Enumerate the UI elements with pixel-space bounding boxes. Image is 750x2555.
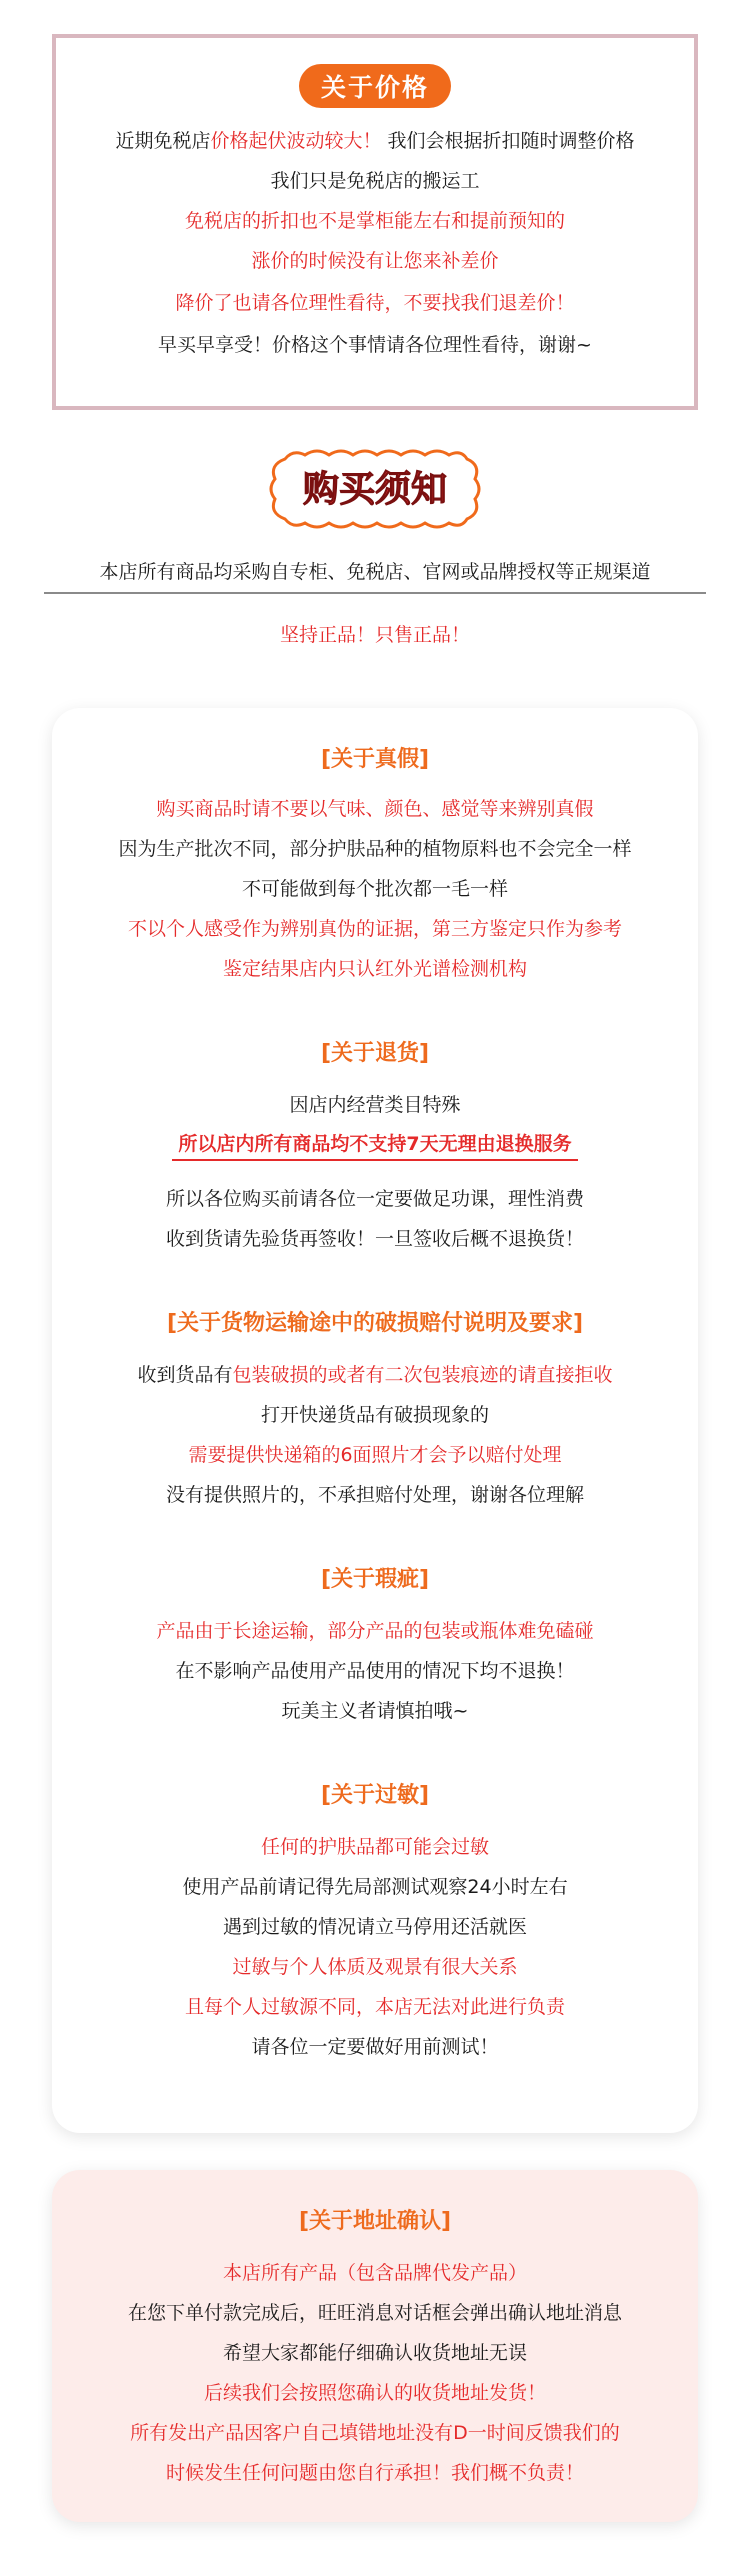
returns-line-1: 因店内经营类目特殊 <box>289 1094 461 1116</box>
authenticity-line-4: 不以个人感受作为辨别真伪的证据，第三方鉴定只作为参考 <box>127 918 622 940</box>
returns-line-2 <box>52 1129 698 1161</box>
price-line-4: 涨价的时候没有让您来补差价 <box>251 250 499 272</box>
returns-line-3: 所以各位购买前请各位一定要做足功课，理性消费 <box>165 1188 584 1210</box>
policy-card <box>52 708 698 2133</box>
price-line-1b: 价格起伏波动较大！ <box>210 130 382 152</box>
price-pill-title: 关于价格 <box>299 64 451 108</box>
address-card <box>52 2170 698 2522</box>
returns-line-4: 收到货请先验货再签收！一旦签收后概不退换货！ <box>165 1228 584 1250</box>
source-channels-line: 本店所有商品均采购自专柜、免税店、官网或品牌授权等正规渠道 <box>99 561 651 583</box>
damage-line-1 <box>52 1360 698 1387</box>
address-line-3: 希望大家都能仔细确认收货地址无误 <box>222 2342 527 2364</box>
price-line-2: 我们只是免税店的搬运工 <box>270 170 480 192</box>
damage-title: [关于货物运输途中的破损赔付说明及要求] <box>166 1311 584 1336</box>
flaws-line-1: 产品由于长途运输，部分产品的包装或瓶体难免磕碰 <box>156 1620 594 1642</box>
returns-title: [关于退货] <box>320 1041 430 1066</box>
flaws-line-3: 玩美主义者请慎拍哦~ <box>281 1700 469 1722</box>
authenticity-line-3: 不可能做到每个批次都一毛一样 <box>241 878 508 900</box>
allergy-line-6: 请各位一定要做好用前测试！ <box>251 2036 499 2058</box>
price-line-5: 降价了也请各位理性看待，不要找我们退差价！ <box>175 292 575 314</box>
address-title: [关于地址确认] <box>298 2209 452 2234</box>
allergy-line-1: 任何的护肤品都可能会过敏 <box>260 1836 489 1858</box>
price-notice-box <box>52 34 698 410</box>
purchase-notice-badge <box>263 445 487 533</box>
flaws-line-2: 在不影响产品使用产品使用的情况下均不退换！ <box>175 1660 575 1682</box>
allergy-line-5: 且每个人过敏源不同，本店无法对此进行负责 <box>184 1996 565 2018</box>
authenticity-line-5: 鉴定结果店内只认红外光谱检测机构 <box>222 958 527 980</box>
damage-line-2: 打开快递货品有破损现象的 <box>260 1404 489 1426</box>
address-line-5: 所有发出产品因客户自己填错地址没有D一时间反馈我们的 <box>130 2422 620 2444</box>
price-line-1 <box>56 126 694 153</box>
allergy-line-2: 使用产品前请记得先局部测试观察24小时左右 <box>182 1876 568 1898</box>
address-line-2: 在您下单付款完成后，旺旺消息对话框会弹出确认地址消息 <box>127 2302 622 2324</box>
authenticity-line-1: 购买商品时请不要以气味、颜色、感觉等来辨别真假 <box>156 798 594 820</box>
price-line-3: 免税店的折扣也不是掌柜能左右和提前预知的 <box>184 210 565 232</box>
authentic-line: 坚持正品！只售正品！ <box>279 624 470 646</box>
authenticity-title: [关于真假] <box>320 747 430 772</box>
returns-line-2-text: 所以店内所有商品均不支持7天无理由退换服务 <box>172 1129 577 1161</box>
allergy-title: [关于过敏] <box>320 1783 430 1808</box>
address-line-4: 后续我们会按照您确认的收货地址发货！ <box>203 2382 546 2404</box>
authenticity-line-2: 因为生产批次不同，部分护肤品种的植物原料也不会完全一样 <box>118 838 632 860</box>
damage-line-1a: 收到货品有 <box>137 1364 233 1386</box>
damage-line-1b: 包装破损的或者有二次包装痕迹的请直接拒收 <box>232 1364 613 1386</box>
address-line-6: 时候发生任何问题由您自行承担！我们概不负责！ <box>165 2462 584 2484</box>
allergy-line-4: 过敏与个人体质及观景有很大关系 <box>232 1956 518 1978</box>
source-divider <box>44 592 706 594</box>
damage-line-3: 需要提供快递箱的6面照片才会予以赔付处理 <box>188 1444 562 1466</box>
price-line-1a: 近期免税店 <box>115 130 211 152</box>
allergy-line-3: 遇到过敏的情况请立马停用还活就医 <box>222 1916 527 1938</box>
damage-line-4: 没有提供照片的，不承担赔付处理，谢谢各位理解 <box>165 1484 584 1506</box>
purchase-notice-text: 购买须知 <box>302 469 448 510</box>
address-line-1: 本店所有产品（包含品牌代发产品） <box>222 2262 527 2284</box>
price-line-6: 早买早享受！价格这个事情请各位理性看待，谢谢~ <box>158 334 592 356</box>
price-line-1c: 我们会根据折扣随时调整价格 <box>387 130 635 152</box>
flaws-title: [关于瑕疵] <box>320 1567 430 1592</box>
